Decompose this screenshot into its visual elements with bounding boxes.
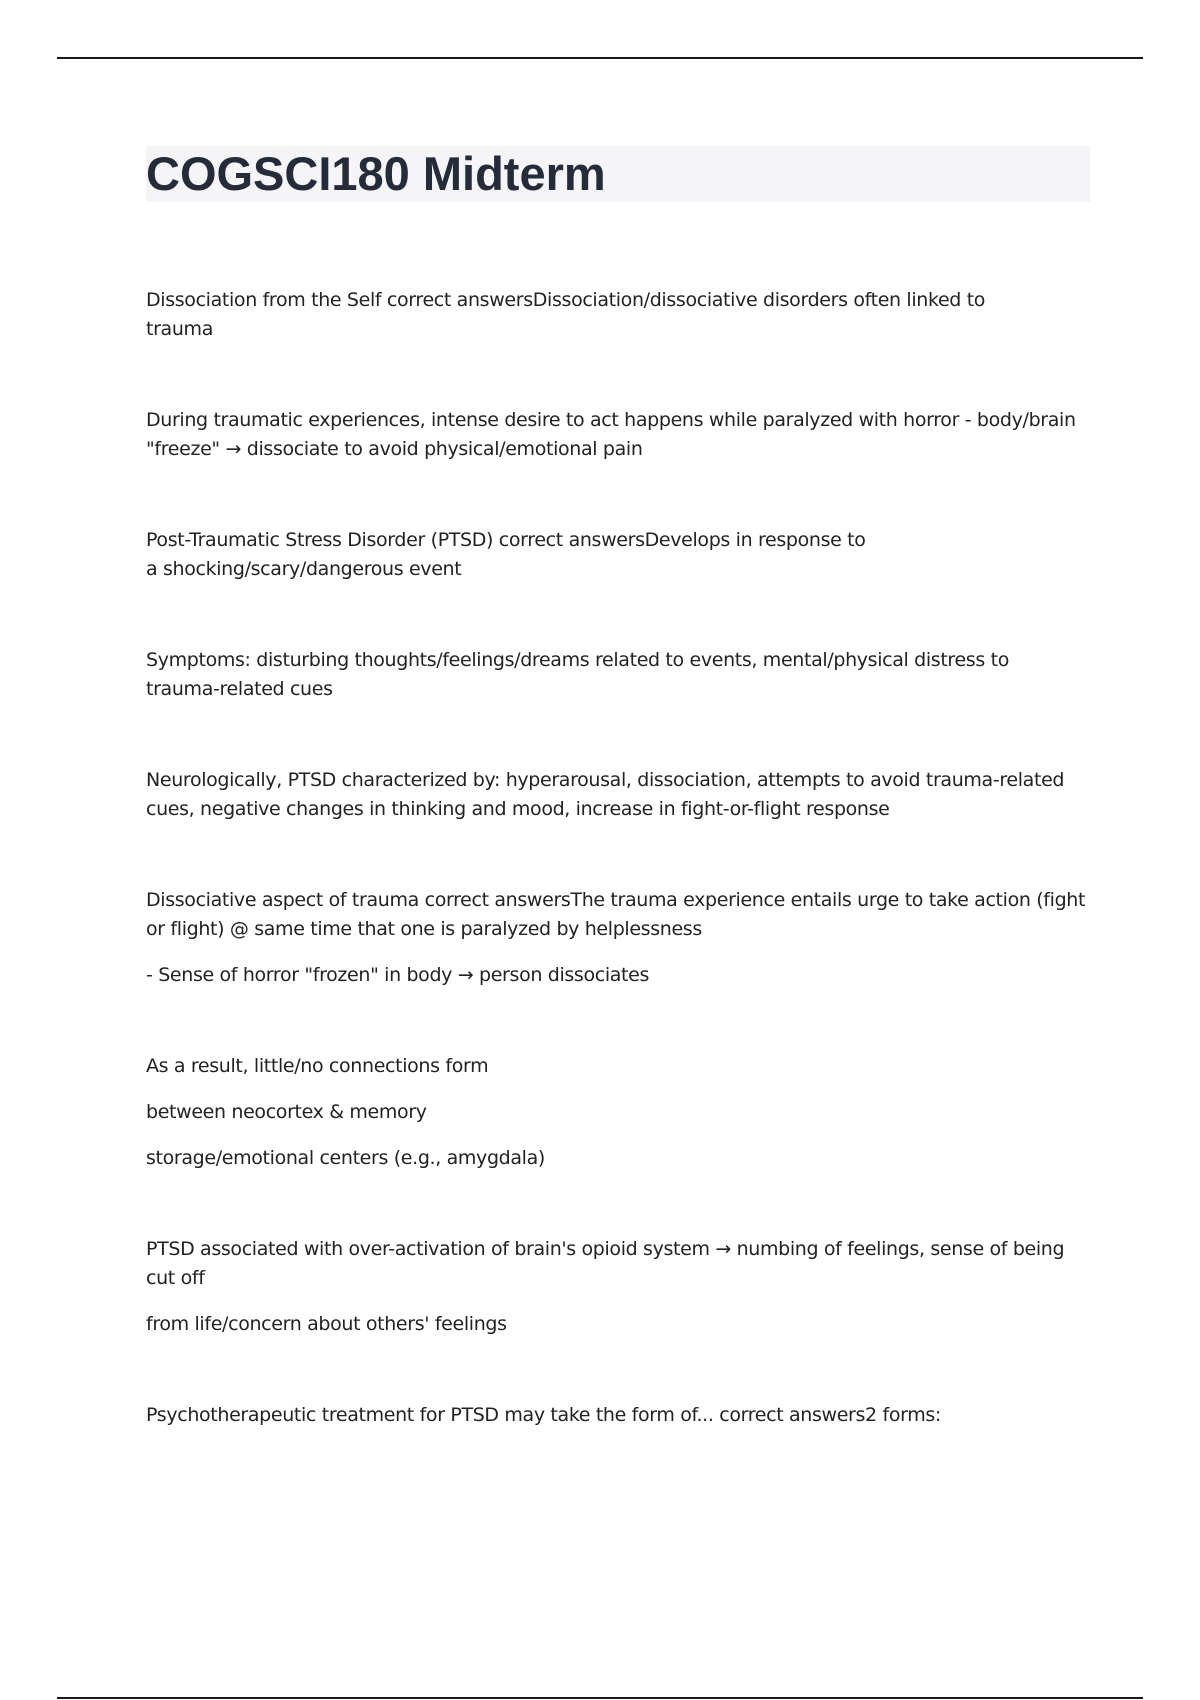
- qa-entry: [146, 286, 1036, 344]
- title-banner: [146, 146, 1090, 202]
- page-title: COGSCI180 Midterm: [146, 147, 606, 200]
- entry-line: Post-Traumatic Stress Disorder (PTSD) correct answersDevelops in response to a shocking/scary/dangerous event: [146, 529, 866, 580]
- entry-line: Psychotherapeutic treatment for PTSD may take the form of... correct answers2 forms:: [146, 1404, 941, 1426]
- document-body: [146, 286, 1090, 1430]
- qa-entry: [146, 1235, 1086, 1339]
- qa-entry: [146, 1052, 1086, 1173]
- entry-line: As a result, little/no connections form: [146, 1055, 489, 1077]
- top-rule: [57, 57, 1143, 59]
- qa-entry: [146, 646, 1086, 704]
- qa-entry: [146, 766, 1086, 824]
- entry-line: storage/emotional centers (e.g., amygdala): [146, 1147, 545, 1169]
- entry-line: - Sense of horror "frozen" in body → person dissociates: [146, 964, 650, 986]
- entry-line: between neocortex & memory: [146, 1101, 427, 1123]
- qa-entry: [146, 886, 1086, 990]
- qa-entry: [146, 406, 1086, 464]
- entry-line: from life/concern about others' feelings: [146, 1313, 507, 1335]
- entry-line: Dissociation from the Self correct answersDissociation/dissociative disorders often linked to trauma: [146, 289, 986, 340]
- entry-line: During traumatic experiences, intense desire to act happens while paralyzed with horror - body/brain "freeze" → dissociate to avoid physical/emotional pain: [146, 409, 1076, 460]
- qa-entry: [146, 1401, 1086, 1430]
- entry-line: Neurologically, PTSD characterized by: hyperarousal, dissociation, attempts to avoid trauma-related cues, negative changes in thinking and mood, increase in fight-or-flight response: [146, 769, 1065, 820]
- entry-line: PTSD associated with over-activation of brain's opioid system → numbing of feelings, sense of being cut off: [146, 1238, 1065, 1289]
- entry-line: Dissociative aspect of trauma correct answersThe trauma experience entails urge to take action (fight or flight) @ same time that one is paralyzed by helplessness: [146, 889, 1086, 940]
- bottom-rule: [57, 1697, 1143, 1699]
- entry-line: Symptoms: disturbing thoughts/feelings/dreams related to events, mental/physical distress to trauma-related cues: [146, 649, 1009, 700]
- qa-entry: [146, 526, 876, 584]
